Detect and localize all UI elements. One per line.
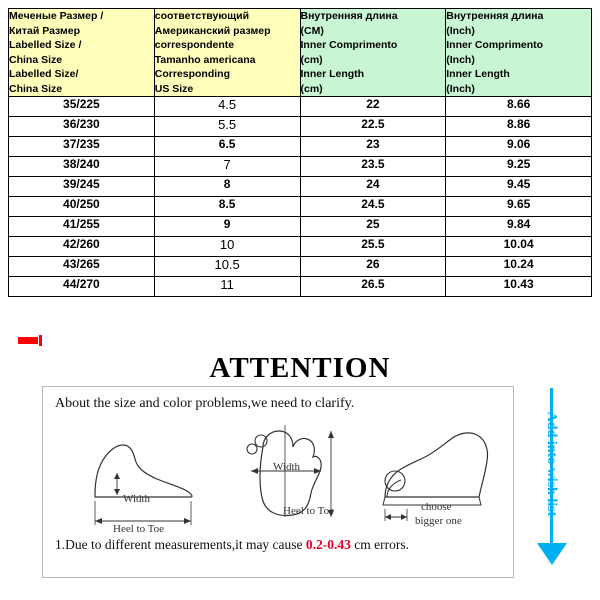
header-line: Американский размер: [154, 24, 271, 37]
clarify-text: About the size and color problems,we need to clarify.: [55, 396, 355, 411]
cell-us-size: 11: [154, 277, 300, 297]
header-line: Inner Comprimento: [300, 39, 398, 51]
cell-length-cm: 22.5: [300, 117, 446, 137]
arrow-head-icon: [537, 543, 567, 565]
cell-length-inch: 9.65: [446, 197, 592, 217]
table-row: [9, 157, 592, 177]
header-line: Мeченые Размер /: [9, 10, 104, 22]
cell-length-cm: 25: [300, 217, 446, 237]
header-line: (Inch): [446, 82, 475, 95]
note-highlight: 0.2-0.43: [305, 537, 351, 552]
attention-panel: [42, 386, 514, 578]
cell-length-inch: 10.04: [446, 237, 592, 257]
foot-top-icon: [221, 417, 361, 535]
cell-us-size: 9: [154, 217, 300, 237]
cell-china-size: 37/235: [9, 137, 155, 157]
table-body: [9, 97, 592, 297]
table-row: [9, 237, 592, 257]
foot-side-diagram: [65, 417, 215, 535]
cell-length-inch: 10.43: [446, 277, 592, 297]
header-line: (Inch): [446, 24, 475, 37]
cell-china-size: 42/260: [9, 237, 155, 257]
wish-list-label: Add into wish list: [544, 411, 559, 517]
table-row: [9, 257, 592, 277]
heel-to-toe-label: Heel to Toe: [113, 523, 164, 535]
width-label: Width: [123, 493, 151, 505]
header-line: Corresponding: [154, 68, 230, 80]
table-header-row: [9, 9, 592, 97]
header-line: China Size: [9, 82, 63, 95]
cell-china-size: 39/245: [9, 177, 155, 197]
header-line: Внутренняя длина: [300, 10, 398, 22]
header-line: Inner Length: [300, 68, 365, 80]
table-row: [9, 277, 592, 297]
cell-china-size: 35/225: [9, 97, 155, 117]
cell-length-inch: 8.66: [446, 97, 592, 117]
table-row: [9, 217, 592, 237]
header-china-size: [9, 9, 155, 97]
cell-length-inch: 9.45: [446, 177, 592, 197]
cell-length-cm: 23: [300, 137, 446, 157]
cell-china-size: 44/270: [9, 277, 155, 297]
cell-us-size: 6.5: [154, 137, 300, 157]
header-line: US Size: [154, 82, 194, 95]
header-line: Китай Размер: [9, 24, 81, 37]
cell-length-cm: 23.5: [300, 157, 446, 177]
header-line: (Inch): [446, 53, 475, 66]
header-line: Внутренняя длина: [446, 10, 544, 22]
table-row: [9, 97, 592, 117]
table-row: [9, 177, 592, 197]
foot-side-icon: [65, 417, 215, 535]
header-line: (cm): [300, 82, 323, 95]
table-header: [9, 9, 592, 97]
header-line: China Size: [9, 53, 63, 66]
cell-length-cm: 24: [300, 177, 446, 197]
cell-us-size: 10: [154, 237, 300, 257]
cell-us-size: 5.5: [154, 117, 300, 137]
foot-top-diagram: [221, 417, 361, 535]
cell-us-size: 8.5: [154, 197, 300, 217]
header-line: соответствующий: [154, 10, 250, 22]
cell-us-size: 7: [154, 157, 300, 177]
size-chart-table: [8, 8, 592, 297]
bigger-one-label: bigger one: [415, 515, 462, 527]
red-underline-mark: [18, 337, 38, 344]
header-inner-length-inch: [446, 9, 592, 97]
header-inner-length-cm: [300, 9, 446, 97]
cell-length-cm: 24.5: [300, 197, 446, 217]
cell-us-size: 4.5: [154, 97, 300, 117]
cell-length-inch: 9.25: [446, 157, 592, 177]
cell-china-size: 36/230: [9, 117, 155, 137]
header-line: correspondente: [154, 39, 235, 51]
header-line: Inner Length: [446, 68, 510, 80]
cell-length-inch: 9.06: [446, 137, 592, 157]
note-suffix: cm errors.: [350, 537, 410, 552]
cell-us-size: 8: [154, 177, 300, 197]
cell-china-size: 41/255: [9, 217, 155, 237]
cell-length-inch: 10.24: [446, 257, 592, 277]
choose-label: choose: [421, 501, 452, 513]
attention-title: ATTENTION: [209, 352, 391, 384]
cell-length-cm: 26: [300, 257, 446, 277]
header-us-size: [154, 9, 300, 97]
cell-length-inch: 9.84: [446, 217, 592, 237]
add-to-wish-list-arrow[interactable]: [524, 388, 578, 584]
measurement-note: [55, 537, 409, 553]
cell-china-size: 43/265: [9, 257, 155, 277]
red-tick: [39, 335, 42, 346]
cell-china-size: 40/250: [9, 197, 155, 217]
header-line: Labelled Size /: [9, 39, 82, 51]
table-row: [9, 197, 592, 217]
attention-section: [0, 348, 600, 598]
cell-us-size: 10.5: [154, 257, 300, 277]
header-line: Tamanho americana: [154, 53, 256, 66]
header-line: (CM): [300, 24, 324, 37]
foot-in-shoe-diagram: [365, 417, 510, 535]
cell-china-size: 38/240: [9, 157, 155, 177]
header-line: Inner Comprimento: [446, 39, 544, 51]
width-label: Width: [273, 461, 301, 473]
header-line: Labelled Size/: [9, 68, 79, 80]
cell-length-cm: 26.5: [300, 277, 446, 297]
cell-length-inch: 8.86: [446, 117, 592, 137]
table-row: [9, 117, 592, 137]
cell-length-cm: 25.5: [300, 237, 446, 257]
header-line: (cm): [300, 53, 323, 66]
table-row: [9, 137, 592, 157]
heel-to-toe-label: Heel to Toe: [283, 505, 334, 517]
cell-length-cm: 22: [300, 97, 446, 117]
note-prefix: 1.Due to different measurements,it may cause: [55, 537, 306, 552]
